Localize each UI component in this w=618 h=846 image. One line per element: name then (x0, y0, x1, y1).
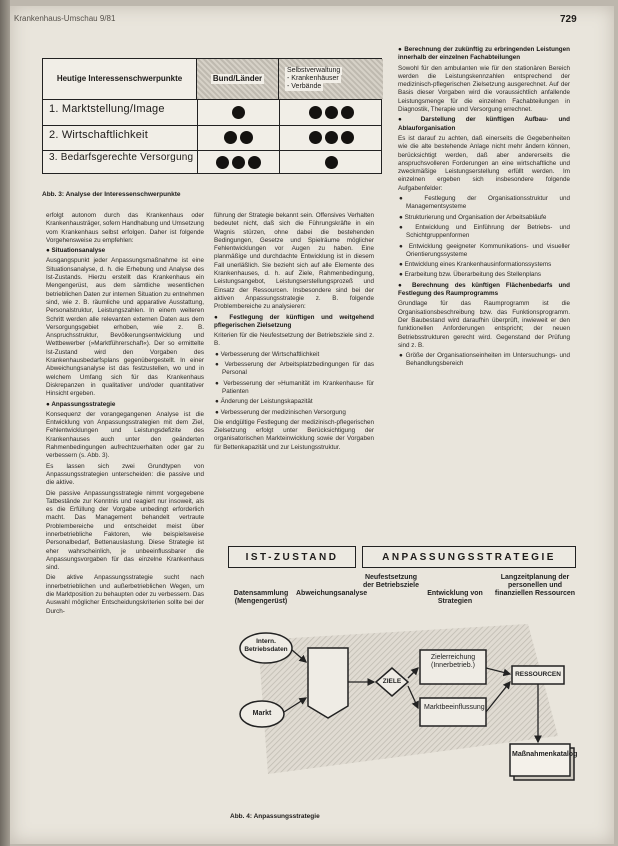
figure-3-caption: Abb. 3: Analyse der Interessenschwerpunkte (42, 191, 181, 198)
section-heading: ● Anpassungsstrategie (46, 400, 116, 408)
paragraph: Grundlage für das Raumprogramm ist die Organisationsbeschreibung bzw. das Funktionsprogramm. Der Baubestand wird daraufhin überprüft, inwieweit er den funktionellen Anforderungen entspricht; der neuen Betriebsstrukturen gerecht wird. Gegenstand der Prüfung sind z. B. (398, 300, 570, 349)
interest-table (42, 58, 382, 174)
paragraph: Die passive Anpassungsstrategie nimmt vorgegebene Tatbestände zur Kenntnis und reagiert nur insoweit, als es die Erfüllung der Vorgabe unbedingt erforderlich macht. Das Management behandelt vertraute Problembereiche und entscheidet meist über innerbetriebliche Faktoren, wie beispielsweise Personalbedarf, Bettenauslastung. Diese Strategie ist eher wahrscheinlich, je unbeeinflussbarer die Anpassungsvorgaben für das einzelne Krankenhaus sind. (46, 489, 204, 572)
row-label: 1. Marktstellung/Image (49, 103, 165, 115)
left-text-column (46, 212, 204, 804)
paragraph: Ausgangspunkt jeder Anpassungsmaßnahme ist eine Situationsanalyse, d. h. die Erhebung und Analyse des Ist-Zustands. Hierzu erstellt das Krankenhaus ein Mengengerüst, aus dem sämtliche wesentlichen betrieblichen Daten zur internen Situation zu entnehmen sind, wie z. B. räumliche und apparative Ausstattung, Personalstruktur, Leistungszahlen. In einem weiteren Schritt werden alle relevanten externen Daten aus dem Versorgungsgebiet erhoben, wie z. B. Anspruchsstruktur, Bevölkerungsentwicklung und Wettbewerber (»Marktführerschaft«). Der so ermittelte Ist-Zustand wird den Vorgaben des Krankenhausbedarfsplans gegenübergestellt. In einer Abweichungsanalyse ist das festzustellen, wo und in welchem Umfang sich für das Krankenhaus Diskrepanzen in qualitativer und/oder quantitativer Hinsicht ergeben. (46, 257, 204, 398)
header-self-administration (279, 59, 383, 99)
paragraph: Es lassen sich zwei Grundtypen von Anpassungsstrategien unterscheiden: die passive und die aktive. (46, 462, 204, 487)
row-label: 3. Bedarfsgerechte Versorgung (49, 152, 194, 163)
node-internal-data: Intern. Betriebsdaten (244, 638, 288, 654)
list-item: ● Verbesserung der »Humanität im Krankenhaus« für Patienten (215, 379, 374, 395)
list-item: ● Verbesserung der medizinischen Versorgung (215, 408, 346, 416)
list-item: ● Entwicklung eines Krankenhausinformationssystems (399, 261, 552, 269)
paragraph: erfolgt autonom durch das Krankenhaus oder Krankenhausträger, sofern Handhabung und Umsetzung vom Krankenhaus selbst erfolgen. Daher ist folgende Vorgehensweise zu empfehlen: (46, 212, 204, 244)
column-head-goals: Neufestsetzung der Betriebsziele (362, 574, 420, 590)
band-anpassungsstrategie: ANPASSUNGSSTRATEGIE (362, 546, 576, 568)
rating-dot (224, 131, 237, 144)
rating-dot (309, 131, 322, 144)
middle-text-column (214, 212, 374, 528)
row-label: 2. Wirtschaftlichkeit (49, 129, 148, 141)
header-interest: Heutige Interessenschwerpunkte (43, 59, 197, 99)
rating-dot (341, 131, 354, 144)
header-self-line-2: - Krankenhäuser (287, 74, 339, 82)
rating-dot (325, 156, 338, 169)
list-item: ● Erarbeitung bzw. Überarbeitung des Stellenplans (399, 271, 542, 279)
strategy-diagram (228, 536, 580, 808)
header-government-label: Bund/Länder (212, 74, 263, 84)
rating-dot (325, 106, 338, 119)
paragraph: Konsequenz der vorangegangenen Analyse ist die Entwicklung von Anpassungsstrategien mit dem Ziel, Fehlentwicklungen und Leistungsdefizite des Krankenhauses auch unter den geänderten Rahmenbedingungen aufrechtzuerhalten oder gar zu verbessern (s. Abb. 3). (46, 410, 204, 460)
list-item: ● Änderung der Leistungskapazität (215, 398, 313, 406)
node-measures-shape (510, 744, 578, 776)
paragraph: Sowohl für den ambulanten wie für den stationären Bereich werden die Leistungskennzahlen entsprechend der medizinisch-pflegerischen Zielsetzung ausgerechnet. Auf der Basis dieser Vorgaben wird die voraussichtlich anfallende Leistungsmenge für die einzelnen Fachabteilungen in Diagnostik, Therapie und Versorgung errechnet. (398, 64, 570, 114)
rating-dot (309, 106, 322, 119)
column-head-data: Datensammlung (Mengengerüst) (233, 590, 289, 606)
header-self-line-3: - Verbände (287, 83, 322, 91)
header-government (197, 59, 279, 99)
rating-dot (240, 131, 253, 144)
node-market-influence: Marktbeeinflussung (424, 704, 485, 711)
right-text-column (398, 46, 570, 522)
rating-dot (216, 156, 229, 169)
page-number: 729 (560, 14, 577, 25)
paragraph: Kriterien für die Neufestsetzung der Betriebsziele sind z. B. (214, 332, 374, 348)
running-header: Krankenhaus-Umschau 9/81 (14, 14, 116, 23)
book-binding (0, 0, 10, 846)
list-item: ● Strukturierung und Organisation der Arbeitsabläufe (399, 213, 547, 221)
section-heading: ● Situationsanalyse (46, 247, 106, 255)
section-heading: ● Berechnung der zukünftig zu erbringenden Leistungen innerhalb der einzelnen Fachabteilungen (398, 46, 570, 62)
list-item: ● Festlegung der Organisationsstruktur und Managementsysteme (399, 195, 570, 211)
paragraph: Die endgültige Festlegung der medizinisch-pflegerischen Zielsetzung erfolgt unter Berücksichtigung der organisatorischen Markteinwicklung sowie der Vorgaben für Bettenkapazität und zur Leistungsstruktur. (214, 418, 374, 451)
section-heading: ● Berechnung des künftigen Flächenbedarfs und Festlegung des Raumprogramms (398, 281, 570, 298)
section-heading: ● Darstellung der künftigen Aufbau- und Ablauforganisation (398, 116, 570, 132)
section-heading: ● Festlegung der künftigen und weitgehend pflegerischen Zielsetzung (214, 313, 374, 329)
column-head-strategies: Entwicklung von Strategien (427, 590, 483, 606)
rating-dot (325, 131, 338, 144)
column-head-deviation: Abweichungsanalyse (296, 590, 368, 597)
node-market: Markt (252, 710, 272, 717)
list-item: ● Entwicklung geeigneter Kommunikations- und visueller Orientierungssysteme (399, 242, 570, 258)
node-measures: Maßnahmenkatalog (512, 751, 578, 758)
paragraph: Es ist darauf zu achten, daß einerseits die Gegebenheiten wie die alte bestehende Anlage nicht mehr ändern können, berücksichtigt werden, daß aber andererseits die anspruchsvolleren Forderungen an eine wirtschaftliche und zweckmäßige Leistungserstellung erfüllt werden. Im einzelnen ergeben sich insbesondere folgende Aufgabenfelder: (398, 134, 570, 192)
node-deviation-shape (308, 648, 348, 718)
rating-dot (341, 106, 354, 119)
column-head-resources: Langzeitplanung der personellen und finanziellen Ressourcen (494, 574, 576, 598)
paragraph: Die aktive Anpassungsstrategie sucht nach innerbetrieblichen und außerbetrieblichen Wegen, um die Marktposition zu behaupten oder zu verbessern. Das Auswahl möglicher Entscheidungskriterien sollte bei der Durch- (46, 574, 204, 615)
list-item: ● Größe der Organisationseinheiten im Untersuchungs- und Behandlungsbereich (399, 352, 570, 368)
list-item: ● Verbesserung der Arbeitsplatzbedingungen für das Personal (215, 361, 374, 377)
header-self-line-1: Selbstverwaltung (287, 66, 341, 74)
band-ist-zustand: IST-ZUSTAND (228, 546, 356, 568)
rating-dot (232, 106, 245, 119)
node-resources: RESSOURCEN (515, 671, 561, 678)
rating-dot (232, 156, 245, 169)
node-goals: ZIELE (382, 678, 402, 685)
figure-4-caption: Abb. 4: Anpassungsstrategie (230, 813, 320, 820)
list-item: ● Verbesserung der Wirtschaftlichkeit (215, 350, 320, 358)
list-item: ● Entwicklung und Einführung der Betriebs- und Schichtgruppenformen (399, 223, 570, 240)
node-target-achievement: Zielerreichung (Innerbetrieb.) (430, 654, 476, 670)
paragraph: führung der Strategie bekannt sein. Offensives Verhalten bedeutet nicht, daß sich die Führungskräfte in ein Wagnis stürzen, ohne dabei die bestehenden Bedingungen, Gesetze und Spielräume möglicher Fehlentwicklungen vor Augen zu haben. Eine planmäßige und durchdachte Entwicklung ist in diesem Fall unerläßlich. Sie bezieht sich auf alle Elemente des Krankenhauses, d. h. auf Ziele, Rahmenbedingung, Leistungsangebot, Leistungserstellungsprozeß und Einsatz der Ressourcen. Insbesondere sind bei der aktiven Anpassungsstrategie z. B. folgende Problembereiche zu analysieren: (214, 212, 374, 311)
rating-dot (248, 156, 261, 169)
